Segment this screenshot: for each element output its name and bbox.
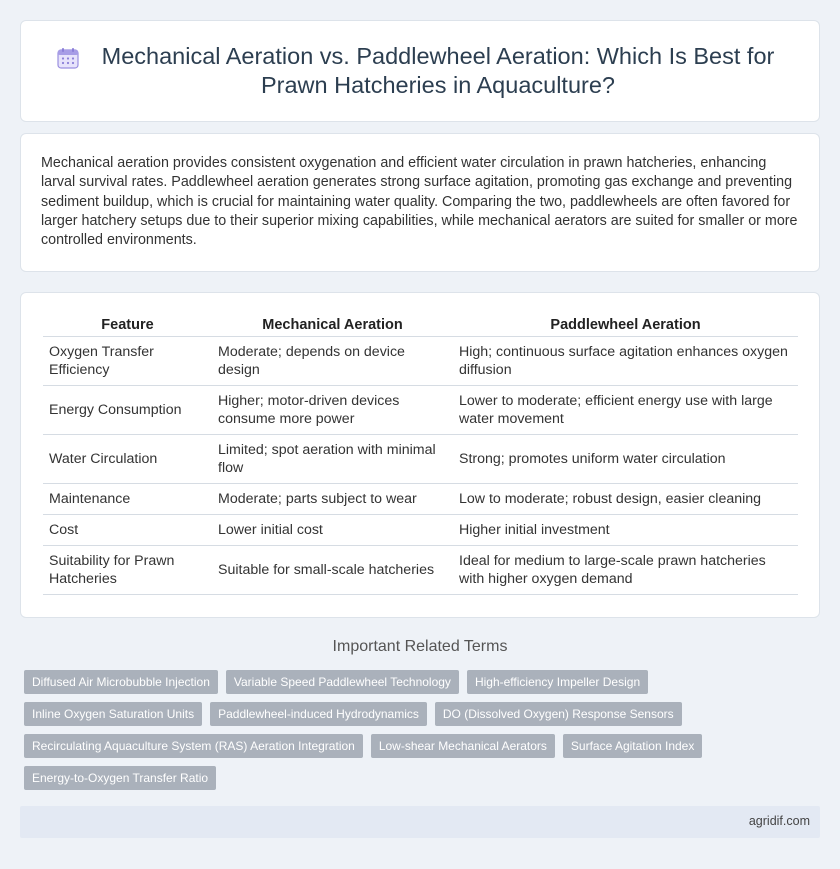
cell-feature: Cost xyxy=(43,515,212,546)
cell-mechanical: Lower initial cost xyxy=(212,515,453,546)
cell-mechanical: Limited; spot aeration with minimal flow xyxy=(212,435,453,484)
cell-feature: Water Circulation xyxy=(43,435,212,484)
cell-paddlewheel: Ideal for medium to large-scale prawn hatcheries with higher oxygen demand xyxy=(453,546,798,595)
intro-paragraph: Mechanical aeration provides consistent oxygenation and efficient water circulation in prawn hatcheries, enhancing larval survival rates. Paddlewheel aeration generates strong surface agitation, promoting gas exchange and preventing sediment buildup, which is crucial for maintaining water quality. Comparing the two, paddlewheels are often favored for larger hatchery setups due to their superior mixing capabilities, while mechanical aerators are suited for smaller or more controlled environments. xyxy=(41,155,798,249)
comparison-card xyxy=(20,292,820,618)
header-paddlewheel: Paddlewheel Aeration xyxy=(453,313,798,337)
tag[interactable]: Inline Oxygen Saturation Units xyxy=(24,702,202,726)
cell-mechanical: Suitable for small-scale hatcheries xyxy=(212,546,453,595)
cell-paddlewheel: Lower to moderate; efficient energy use with large water movement xyxy=(453,386,798,435)
cell-paddlewheel: High; continuous surface agitation enhances oxygen diffusion xyxy=(453,337,798,386)
table-row xyxy=(43,435,798,484)
page-title: Mechanical Aeration vs. Paddlewheel Aeration: Which Is Best for Prawn Hatcheries in Aquaculture? xyxy=(101,43,775,98)
cell-feature: Suitability for Prawn Hatcheries xyxy=(43,546,212,595)
related-terms-title: Important Related Terms xyxy=(332,638,508,655)
footer xyxy=(20,806,820,838)
intro-card xyxy=(20,133,820,272)
comparison-table xyxy=(43,313,798,595)
tag[interactable]: Diffused Air Microbubble Injection xyxy=(24,670,218,694)
tag[interactable]: DO (Dissolved Oxygen) Response Sensors xyxy=(435,702,682,726)
cell-feature: Oxygen Transfer Efficiency xyxy=(43,337,212,386)
header-feature: Feature xyxy=(43,313,212,337)
cell-paddlewheel: Strong; promotes uniform water circulation xyxy=(453,435,798,484)
table-row xyxy=(43,515,798,546)
footer-site[interactable]: agridif.com xyxy=(748,814,810,828)
header-card xyxy=(20,20,820,122)
cell-paddlewheel: Higher initial investment xyxy=(453,515,798,546)
tag[interactable]: Paddlewheel-induced Hydrodynamics xyxy=(210,702,427,726)
tag[interactable]: Low-shear Mechanical Aerators xyxy=(371,734,555,758)
table-row xyxy=(43,386,798,435)
table-header-row xyxy=(43,313,798,337)
cell-mechanical: Moderate; depends on device design xyxy=(212,337,453,386)
cell-feature: Maintenance xyxy=(43,484,212,515)
tag[interactable]: Recirculating Aquaculture System (RAS) Aeration Integration xyxy=(24,734,363,758)
header-mechanical: Mechanical Aeration xyxy=(212,313,453,337)
cell-mechanical: Moderate; parts subject to wear xyxy=(212,484,453,515)
table-row xyxy=(43,484,798,515)
tag[interactable]: Energy-to-Oxygen Transfer Ratio xyxy=(24,766,216,790)
table-row xyxy=(43,337,798,386)
tag[interactable]: High-efficiency Impeller Design xyxy=(467,670,648,694)
cell-mechanical: Higher; motor-driven devices consume more power xyxy=(212,386,453,435)
cell-feature: Energy Consumption xyxy=(43,386,212,435)
cell-paddlewheel: Low to moderate; robust design, easier cleaning xyxy=(453,484,798,515)
table-row xyxy=(43,546,798,595)
related-terms-tags xyxy=(24,670,814,790)
tag[interactable]: Variable Speed Paddlewheel Technology xyxy=(226,670,459,694)
tag[interactable]: Surface Agitation Index xyxy=(563,734,702,758)
